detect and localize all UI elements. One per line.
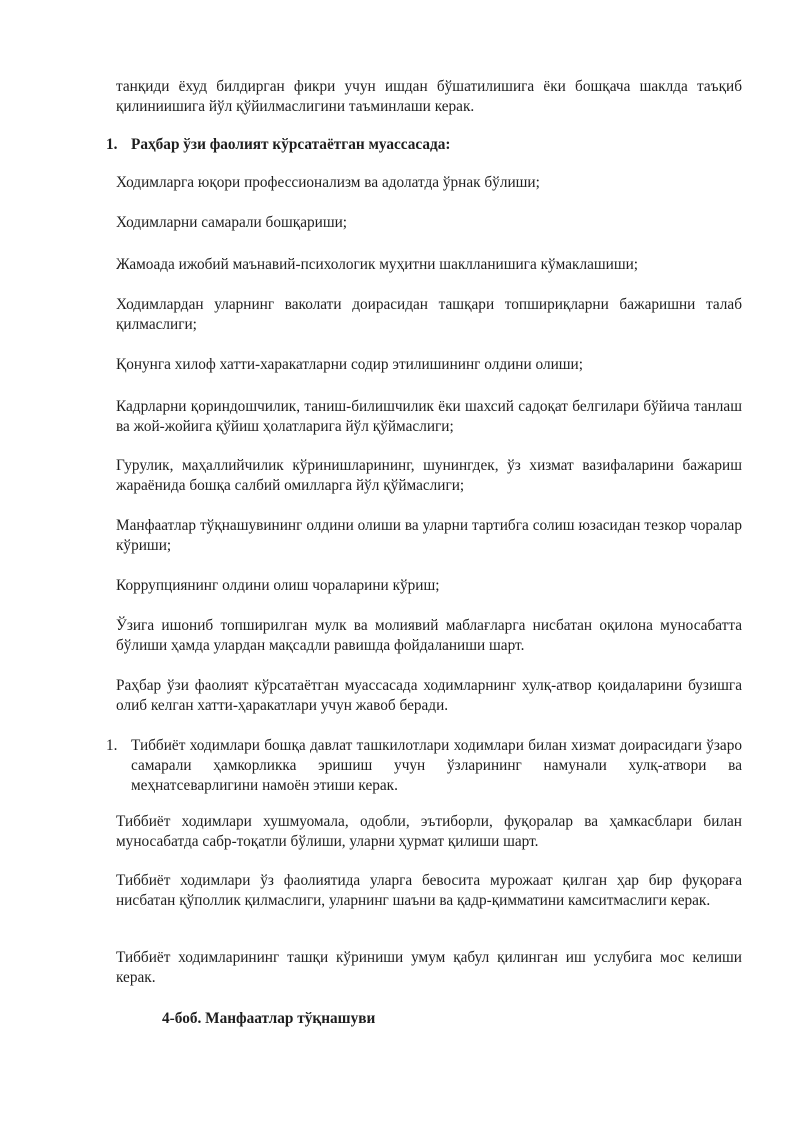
body-paragraph: Тиббиёт ходимлари ўз фаолиятида уларга бевосита мурожаат қилган ҳар бир фуқораға нисбатан қўполлик қилмаслиги, уларнинг шаъни ва қадр-қимматини камситмаслиги керак. xyxy=(116,872,742,909)
section-title: Раҳбар ўзи фаолият кўрсатаётган муассасада: xyxy=(131,136,451,153)
list-item: Қонунга хилоф хатти-харакатларни содир этилишининг олдини олиши; xyxy=(116,356,583,373)
list-item: Жамоада ижобий маънавий-психологик муҳитни шаклланишига кўмаклашиши; xyxy=(116,256,639,273)
section-number: 1. xyxy=(106,136,118,153)
continuation-paragraph: танқиди ёхуд билдирган фикри учун ишдан бўшатилишига ёки бошқача шаклда таъқиб қилиниишига йўл қўйилмаслигини таъминлаши керак. xyxy=(116,78,742,115)
section-heading xyxy=(106,135,746,155)
list-item: Кадрларни қориндошчилик, таниш-билишчилик ёки шахсий садоқат белгилари бўйича танлаш ва жой-жойига қўйиш ҳолатларига йўл қўймаслиги; xyxy=(116,398,742,435)
numbered-paragraph-number: 1. xyxy=(106,737,118,754)
list-item: Манфаатлар тўқнашувининг олдини олиши ва уларни тартибга солиш юзасидан тезкор чоралар кўриши; xyxy=(116,517,742,554)
body-paragraph: Тиббиёт ходимлари хушмуомала, одобли, эътиборли, фуқоралар ва ҳамкасблари билан муносабатда сабр-тоқатли бўлиши, уларни ҳурмат қилиши шарт. xyxy=(116,813,742,850)
list-item: Гурулик, маҳаллийчилик кўринишларининг, шунингдек, ўз хизмат вазифаларини бажариш жараёнида бошқа салбий омилларга йўл қўймаслиги; xyxy=(116,457,742,494)
numbered-paragraph-text: Тиббиёт ходимлари бошқа давлат ташкилотлари ходимлари билан хизмат доирасидаги ўзаро самарали ҳамкорликка эришиш учун ўзларининг намунали хулқ-атвори ва меҳнатсеварлигини намоён этиши керак. xyxy=(131,737,742,794)
list-item: Коррупциянинг олдини олиш чораларини кўриш; xyxy=(116,577,440,594)
list-item: Ходимларни самарали бошқариши; xyxy=(116,214,348,231)
body-paragraph: Тиббиёт ходимларининг ташқи кўриниши умум қабул қилинган иш услубига мос келиши керак. xyxy=(116,949,742,986)
numbered-paragraph xyxy=(106,736,742,796)
responsibility-paragraph: Раҳбар ўзи фаолият кўрсатаётган муассасада ходимларнинг хулқ-атвор қоидаларини бузишга олиб келган хатти-ҳаракатлари учун жавоб беради. xyxy=(116,677,742,714)
list-item: Ходимлардан уларнинг ваколати доирасидан ташқари топшириқларни бажаришни талаб қилмаслиги; xyxy=(116,296,742,333)
chapter-title: 4-боб. Манфаатлар тўқнашуви xyxy=(162,1010,376,1027)
list-item: Ўзига ишониб топширилган мулк ва молиявий маблағларга нисбатан оқилона муносабатта бўлиши ҳамда улардан мақсадли равишда фойдаланиши шарт. xyxy=(116,617,742,654)
list-item: Ходимларга юқори профессионализм ва адолатда ўрнак бўлиши; xyxy=(116,174,540,191)
